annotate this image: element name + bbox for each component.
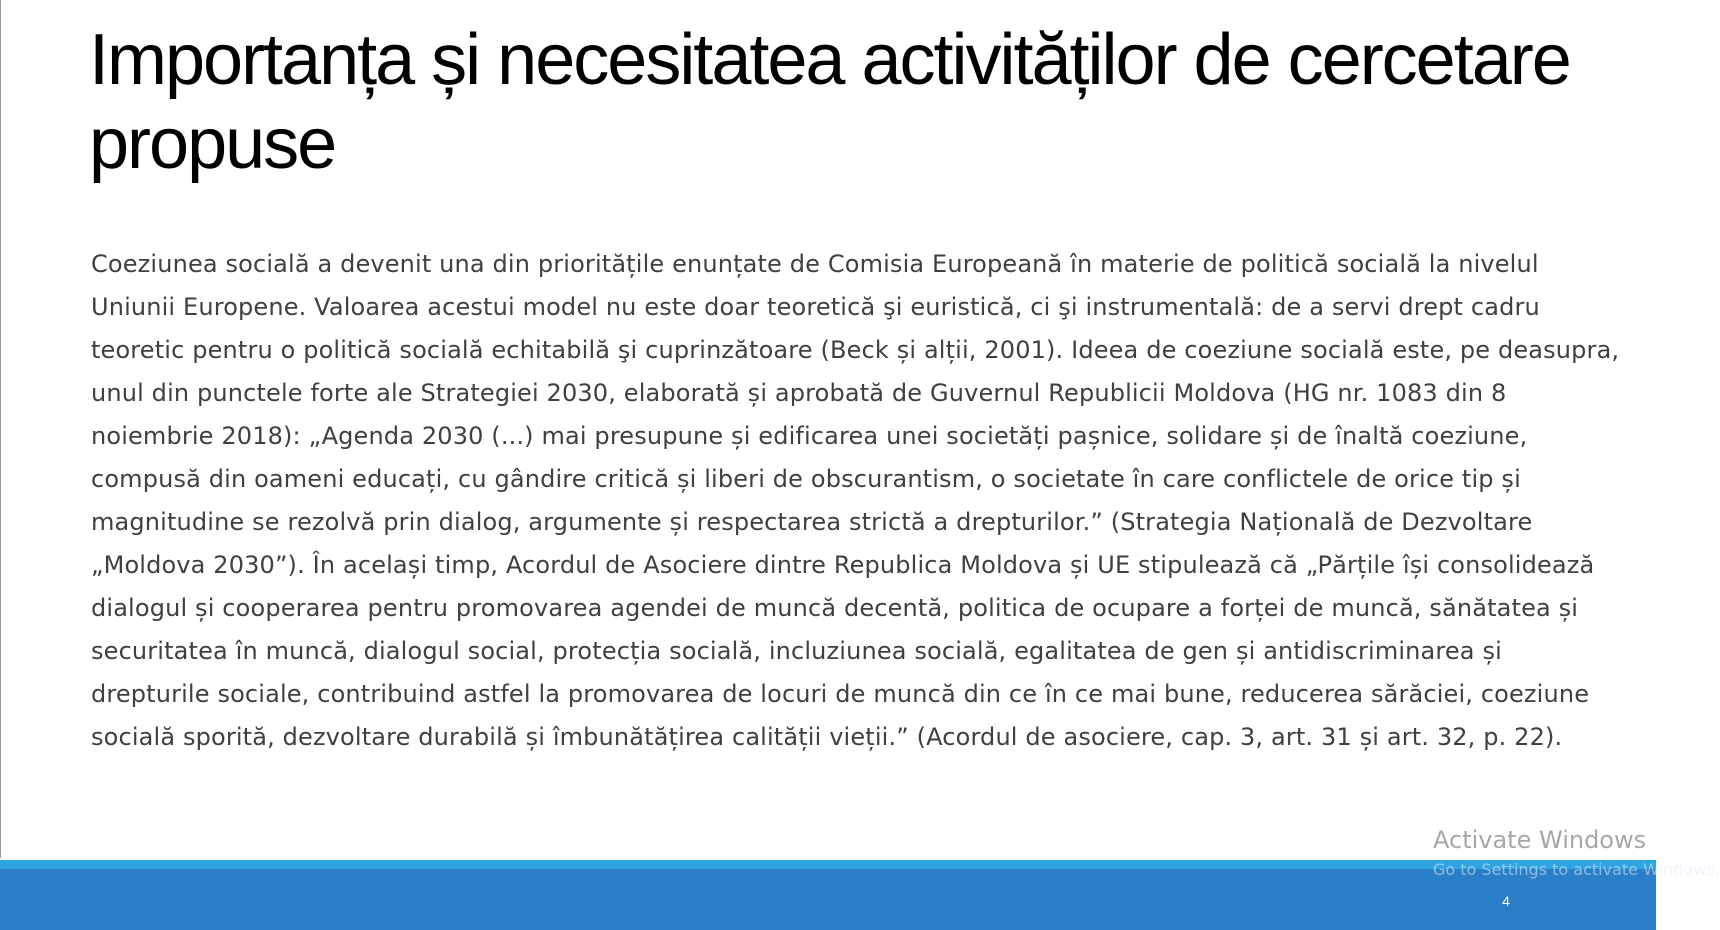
slide-title: Importanța și necesitatea activităților de cercetare propuse bbox=[89, 20, 1570, 184]
footer-bar bbox=[0, 869, 1656, 930]
activate-windows-watermark-subtitle: Go to Settings to activate Windows. bbox=[1433, 860, 1720, 879]
activate-windows-watermark-title: Activate Windows bbox=[1433, 826, 1647, 854]
slide-body-paragraph: Coeziunea socială a devenit una din prioritățile enunțate de Comisia Europeană în materie de politică socială la nivelul Uniunii Europene. Valoarea acestui model nu este doar teoretică şi euristică, ci şi instrumentală: de a servi drept cadru teoretic pentru o politică socială echitabilă şi cuprinzătoare (Beck și alții, 2001). Ideea de coeziune socială este, pe deasupra, unul din punctele forte ale Strategiei 2030, elaborată și aprobată de Guvernul Republicii Moldova (HG nr. 1083 din 8 noiembrie 2018): „Agenda 2030 (...) mai presupune și edificarea unei societăți pașnice, solidare și de înaltă coeziune, compusă din oameni educați, cu gândire critică și liberi de obscurantism, o societate în care conflictele de orice tip și magnitudine se rezolvă prin dialog, argumente și respectarea strictă a drepturilor.” (Strategia Națională de Dezvoltare „Moldova 2030”). În același timp, Acordul de Asociere dintre Republica Moldova și UE stipulează că „Părțile își consolidează dialogul și cooperarea pentru promovarea agendei de muncă decentă, politica de ocupare a forței de muncă, sănătatea și securitatea în muncă, dialogul social, protecția socială, incluziunea socială, egalitatea de gen și antidiscriminarea și drepturile sociale, contribuind astfel la promovarea de locuri de muncă din ce în ce mai bune, reducerea sărăciei, coeziune socială sporită, dezvoltare durabilă și îmbunătățirea calității vieții.” (Acordul de asociere, cap. 3, art. 31 și art. 32, p. 22). bbox=[91, 250, 1620, 751]
slide-left-border bbox=[0, 0, 1, 858]
slide-number: 4 bbox=[1502, 893, 1510, 909]
